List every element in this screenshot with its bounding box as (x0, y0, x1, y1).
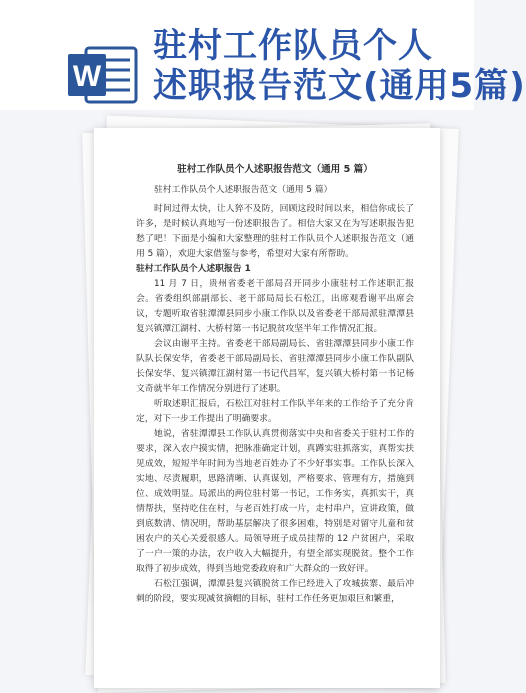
document-subtitle: 驻村工作队员个人述职报告范文（通用 5 篇） (154, 185, 333, 195)
paragraph: 听取述职汇报后，石松江对驻村工作队半年来的工作给予了充分肯定，对下一步工作提出了明确要求。 (136, 399, 414, 424)
paragraph: 时间过得太快，让人猝不及防，回顾这段时间以来，相信你成长了许多，是时候认真地写一份述职报告了。相信大家又在为写述职报告犯愁了吧！下面是小编和大家整理的驻村工作队员个人述职报告范文（通用 5 篇），欢迎大家借鉴与参考，希望对大家有所帮助。 (136, 204, 414, 259)
document-title: 驻村工作队员个人述职报告范文（通用 5 篇） (177, 164, 373, 175)
banner-title-line1: 驻村工作队员个人 (153, 26, 433, 66)
banner-title (153, 26, 526, 106)
document-body (136, 162, 414, 607)
header-banner (0, 0, 526, 110)
word-document-icon (66, 44, 140, 106)
paragraph: 她说，省驻潭潭县工作队认真贯彻落实中央和省委关于驻村工作的要求，深入农户摸实情，把脉准确定计划，真蹲实驻抓落实，真帮实扶见成效，短短半年时间为当地老百姓办了不少好事实事。工作队长深入实地、尽责履职，思路清晰、认真谋划，严格要求、管理有方，措施到位、成效明显。局派出的两位驻村第一书记，工作务实，真抓实干，真情帮扶，坚持吃住在村，与老百姓打成一片，走村串户，宣讲政策，做到底数清、情况明，帮助基层解决了很多困难，特别是对留守儿童和贫困农户的关心关爱很感人。局领导班子成员挂帮的 12 户贫困户，采取了一户一策的办法，农户收入大幅提升，有望全部实现脱贫。整个工作取得了初步成效，得到当地党委政府和广大群众的一致好评。 (136, 429, 414, 574)
paragraph: 石松江强调，潭潭县复兴镇脱贫工作已经进入了攻城拔寨、最后冲刺的阶段，要实现减贫摘帽的目标，驻村工作任务更加艰巨和繁重， (136, 579, 414, 604)
section-heading: 驻村工作队员个人述职报告 1 (136, 264, 251, 274)
document-page (94, 128, 440, 688)
paragraph: 会议由谢平主持。省委老干部局副局长、省驻潭潭县同步小康工作队队长保安华，省委老干部局副局长、省驻潭潭县同步小康工作队副队长保安华、复兴镇潭江湖村第一书记代昌军，复兴镇大桥村第一书记杨文奇就半年工作情况分别进行了述职。 (136, 339, 414, 394)
paragraph: 11 月 7 日，贵州省委老干部局召开同步小康驻村工作述职汇报会。省委组织部副部长、老干部局局长石松江，出席观看谢平出席会议，专题听取省驻潭潭县同步小康工作队以及省委老干部局派驻潭潭县复兴镇潭江湖村、大桥村第一书记脱贫攻坚半年工作情况汇报。 (136, 279, 414, 334)
word-icon-letter: W (72, 60, 102, 93)
banner-title-line2: 述职报告范文(通用5篇) (153, 66, 526, 106)
